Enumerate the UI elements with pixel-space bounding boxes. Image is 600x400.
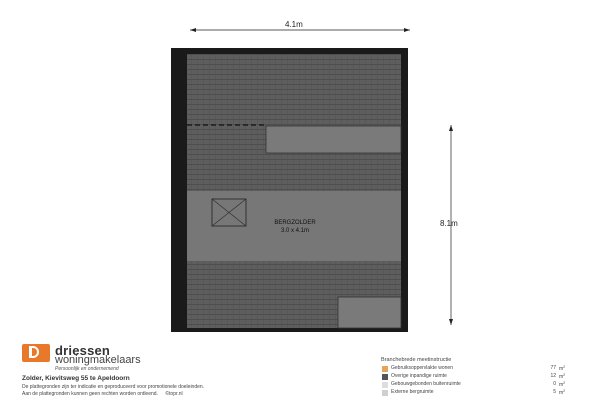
legend-label: Externe bergruimte bbox=[391, 389, 434, 395]
legend-row bbox=[382, 389, 582, 397]
room-name: BERGZOLDER bbox=[274, 220, 316, 226]
dormer bbox=[266, 126, 401, 153]
legend-value: 12 bbox=[550, 373, 556, 379]
brand-tagline: Persoonlijk en ondernemend bbox=[55, 366, 119, 372]
copyright: ©topr.nl bbox=[165, 391, 183, 397]
legend-label: Gebouwgebonden buitenruimte bbox=[391, 381, 461, 387]
legend-row bbox=[382, 381, 582, 389]
room-size: 3.0 x 4.1m bbox=[280, 228, 309, 234]
height-label: 8.1m bbox=[440, 219, 458, 228]
disclaimer-2-text: Aan de plattegronden kunnen geen rechten worden ontleend. bbox=[22, 391, 158, 397]
width-label: 4.1m bbox=[285, 20, 303, 29]
address: Zolder, Kievitsweg 55 te Apeldoorn bbox=[22, 375, 130, 382]
disclaimer-2 bbox=[22, 391, 183, 397]
legend-label: Gebruiksoppervlakte wonen bbox=[391, 365, 453, 371]
legend-value: 5 bbox=[553, 389, 556, 395]
disclaimer-1: De plattegronden zijn ter indicatie en geproduceerd voor promotionele doeleinden. bbox=[22, 384, 205, 390]
legend-unit: $m^2$ bbox=[559, 389, 566, 396]
legend-value: 0 bbox=[553, 381, 556, 387]
legend-swatch bbox=[382, 374, 388, 380]
legend-swatch bbox=[382, 366, 388, 372]
brand-subname: woningmakelaars bbox=[55, 354, 141, 366]
room-label bbox=[257, 219, 333, 235]
legend-unit: $m^2$ bbox=[559, 373, 566, 380]
legend-value: 77 bbox=[550, 365, 556, 371]
brand-name: driessen bbox=[55, 343, 111, 358]
legend-unit: $m^2$ bbox=[559, 381, 566, 388]
logo bbox=[22, 344, 50, 362]
legend-row bbox=[382, 373, 582, 381]
legend-label: Overige inpandige ruimte bbox=[391, 373, 447, 379]
storage-block bbox=[338, 297, 401, 328]
logo-d-icon bbox=[29, 346, 39, 358]
legend-swatch bbox=[382, 382, 388, 388]
legend-swatch bbox=[382, 390, 388, 396]
legend-title: Branchebrede meetinstructie bbox=[381, 357, 452, 363]
legend-row bbox=[382, 365, 582, 373]
legend-unit: $m^2$ bbox=[559, 365, 566, 372]
